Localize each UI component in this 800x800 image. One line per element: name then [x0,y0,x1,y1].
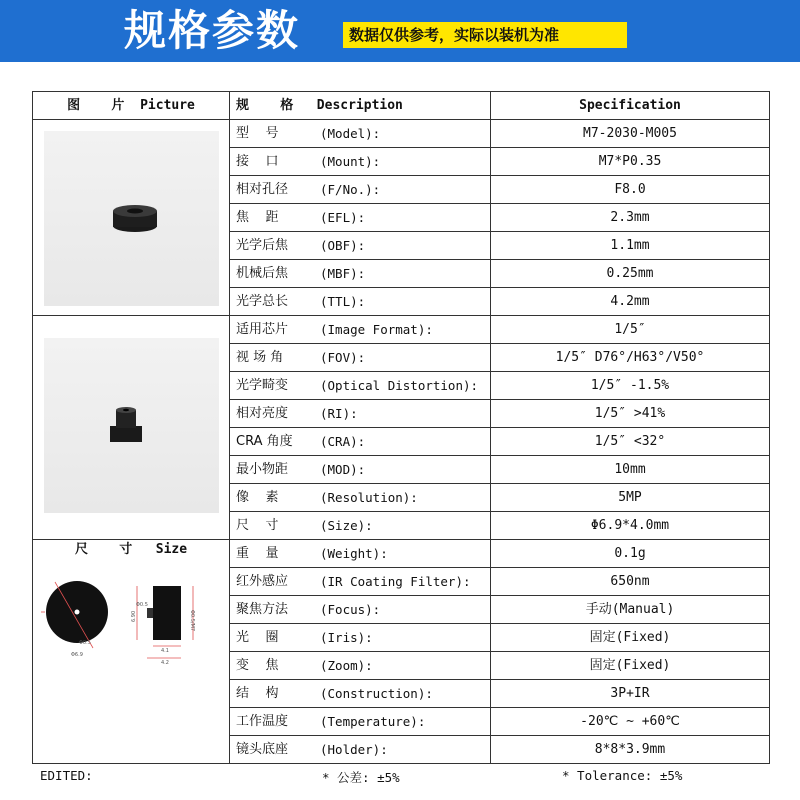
spec-label: CRA 角度 [236,433,293,449]
spec-description: (Temperature): [320,713,426,729]
spec-label-cn [230,568,491,596]
table-row [33,316,770,344]
spec-description: (RI): [320,405,358,421]
dim-outer-label: Φ6.9 [71,652,83,658]
spec-label: 结 构 [236,685,279,701]
table-row [33,540,770,568]
lens-side-image [44,338,219,513]
spec-label-cn [230,428,491,456]
spec-label-cn [230,456,491,484]
spec-label: 型 号 [236,125,279,141]
spec-label-cn [230,540,491,568]
spec-description: (Image Format): [320,321,433,337]
spec-label: 光 圈 [236,629,279,645]
lens-photo-side [44,338,219,513]
spec-label: 镜头底座 [236,741,289,757]
spec-description: (OBF): [320,237,366,253]
spec-value: 1/5″ [491,316,770,344]
spec-value: 1/5″ <32° [491,428,770,456]
spec-label: 光学畸变 [236,377,289,393]
spec-description: (FOV): [320,349,366,365]
spec-value: M7*P0.35 [491,148,770,176]
spec-label: 工作温度 [236,713,289,729]
spec-value: 1/5″ D76°/H63°/V50° [491,344,770,372]
spec-label-cn [230,680,491,708]
picture-cell [33,316,230,540]
spec-label: 焦 距 [236,209,279,225]
footer-tolerance-en: * Tolerance: ±5% [562,768,683,783]
spec-description: (F/No.): [320,181,381,197]
spec-description: (EFL): [320,209,366,225]
spec-description: (Construction): [320,685,433,701]
spec-description: (Iris): [320,629,373,645]
header-banner [0,0,800,62]
table-row [33,120,770,148]
spec-label-cn [230,316,491,344]
spec-description: (Weight): [320,545,388,561]
spec-description: (MBF): [320,265,366,281]
spec-description: (MOD): [320,461,366,477]
dim-right-label: Φ0.5/M7 [189,610,195,632]
spec-value: Φ6.9*4.0mm [491,512,770,540]
spec-body [33,120,770,764]
lens-top-image [44,131,219,306]
spec-label: 机械后焦 [236,265,289,281]
spec-description: (Mount): [320,153,381,169]
spec-label-cn [230,148,491,176]
spec-table [32,91,770,764]
page-title: 规格参数 [124,6,301,55]
spec-label-cn [230,288,491,316]
spec-label: 视 场 角 [236,349,284,365]
spec-label-cn [230,736,491,764]
spec-description: (TTL): [320,293,366,309]
spec-value: M7-2030-M005 [491,120,770,148]
spec-label: 光学总长 [236,293,289,309]
spec-label-cn [230,708,491,736]
spec-value: 3P+IR [491,680,770,708]
spec-value: 1/5″ >41% [491,400,770,428]
spec-value: 4.2mm [491,288,770,316]
spec-label: 适用芯片 [236,321,289,337]
dim-width-a-label: 4.1 [161,648,169,654]
spec-label: 重 量 [236,545,279,561]
spec-description: (Optical Distortion): [320,377,479,393]
spec-description: (Resolution): [320,489,418,505]
spec-label: 光学后焦 [236,237,289,253]
picture-cell [33,540,230,764]
spec-label-cn [230,512,491,540]
footer-edited: EDITED: [40,768,93,783]
spec-label: 尺 寸 [236,517,279,533]
dim-inner-label: Φ0.5 [79,640,91,646]
spec-label: 最小物距 [236,461,289,477]
spec-value: 10mm [491,456,770,484]
spec-label-cn [230,120,491,148]
spec-description: (IR Coating Filter): [320,573,471,589]
spec-label: 聚焦方法 [236,601,289,617]
spec-label: 变 焦 [236,657,279,673]
spec-label-cn [230,400,491,428]
spec-value: 手动(Manual) [491,596,770,624]
spec-value: F8.0 [491,176,770,204]
table-header-row [33,92,770,120]
spec-description: (Size): [320,517,373,533]
spec-label: 相对孔径 [236,181,289,197]
spec-label: 接 口 [236,153,279,169]
spec-value: 0.1g [491,540,770,568]
dim-width-b-label: 4.2 [161,660,169,666]
spec-value: 1.1mm [491,232,770,260]
spec-label-cn [230,652,491,680]
spec-label-cn [230,232,491,260]
dimension-drawing [33,562,228,672]
spec-value: 固定(Fixed) [491,624,770,652]
spec-description: (Zoom): [320,657,373,673]
spec-description: (Focus): [320,601,381,617]
footer-tolerance-cn: * 公差: ±5% [322,770,400,785]
spec-value: 固定(Fixed) [491,652,770,680]
spec-value: 2.3mm [491,204,770,232]
dim-height-label: 6.90 [131,610,137,622]
spec-label-cn [230,372,491,400]
spec-label: 红外感应 [236,573,289,589]
spec-label-cn [230,204,491,232]
spec-description: (Model): [320,125,381,141]
header-description: 规 格 Description [230,92,491,120]
spec-label-cn [230,484,491,512]
spec-label: 相对亮度 [236,405,289,421]
disclaimer-note: 数据仅供参考，实际以装机为准 [343,22,627,48]
spec-value: 8*8*3.9mm [491,736,770,764]
spec-value: 1/5″ -1.5% [491,372,770,400]
spec-label-cn [230,624,491,652]
header-picture: 图 片 Picture [33,92,230,120]
size-caption: 尺 寸 Size [74,542,188,557]
spec-label-cn [230,260,491,288]
spec-value: 5MP [491,484,770,512]
spec-label-cn [230,596,491,624]
spec-value: 650nm [491,568,770,596]
dim-small-label: Φ0.5 [136,602,148,608]
picture-cell [33,120,230,316]
spec-description: (CRA): [320,433,366,449]
spec-description: (Holder): [320,741,388,757]
lens-photo-top [44,131,219,306]
spec-label: 像 素 [236,489,279,505]
header-specification: Specification [491,92,770,120]
spec-value: -20℃ ~ +60℃ [491,708,770,736]
spec-label-cn [230,176,491,204]
spec-label-cn [230,344,491,372]
spec-value: 0.25mm [491,260,770,288]
